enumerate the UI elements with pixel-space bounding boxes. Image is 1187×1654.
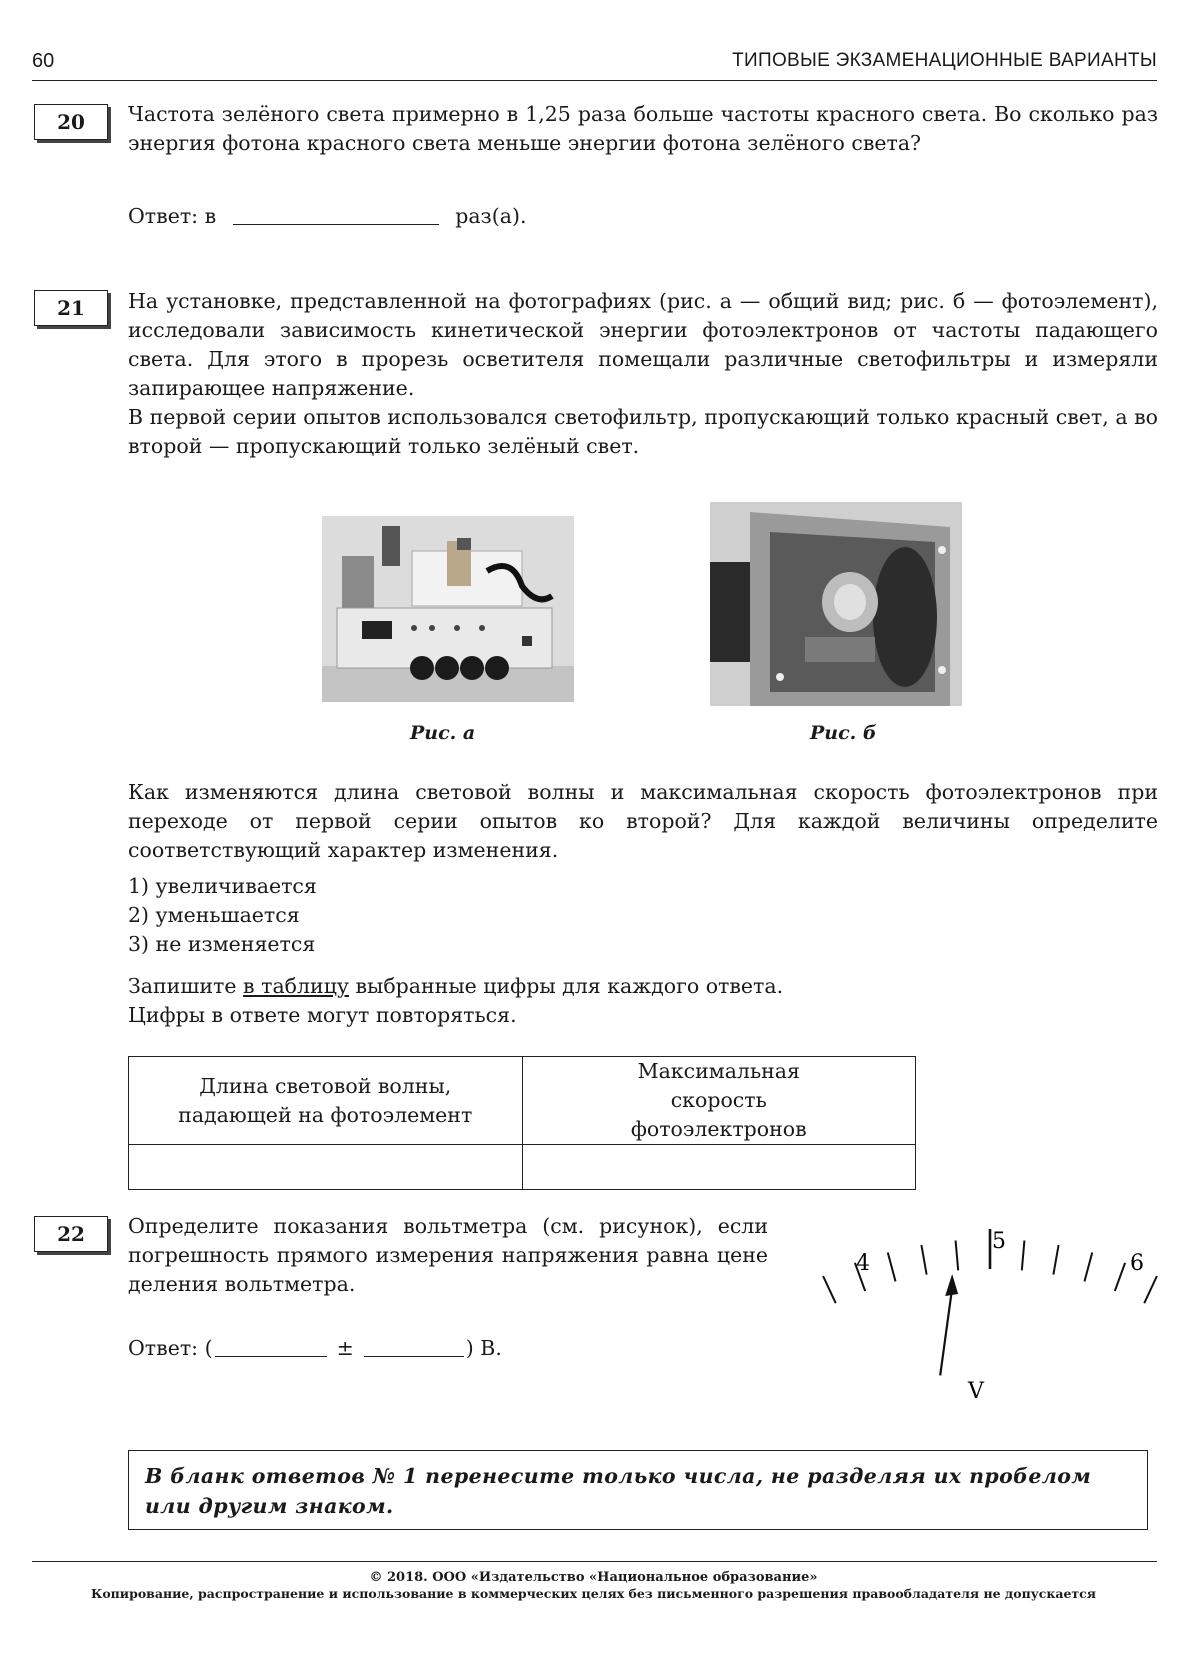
answer-suffix: ) В.	[465, 1336, 502, 1360]
scale-ticks	[820, 1229, 1160, 1318]
instruction-pre: Запишите	[128, 974, 244, 998]
scale-label-5: 5	[992, 1229, 1006, 1254]
photo-setup-overview	[322, 516, 574, 702]
photo-photocell-drawing	[710, 502, 962, 706]
caption-a: Рис. а	[410, 722, 476, 744]
question-21-intro: На установке, представленной на фотографиях (рис. а — общий вид; рис. б — фотоэлемент), исследовали зависимость кинетической энергии фотоэлектронов от частоты падающего света. Для этого в прорезь осветителя помещали различные светофильтры и измеряли запирающее напряжение.	[128, 289, 1158, 400]
table-header-speed	[522, 1057, 916, 1145]
footer-rule	[32, 1561, 1157, 1562]
question-21-text	[128, 287, 1158, 461]
answer-prefix: Ответ: (	[128, 1336, 213, 1360]
photo-photocell	[710, 502, 962, 706]
needle-shaft	[940, 1288, 952, 1375]
question-number-21: 21	[34, 290, 108, 326]
option-item: 2) уменьшается	[128, 903, 300, 927]
question-20-body: Частота зелёного света примерно в 1,25 раза больше частоты красного света. Во сколько раз энергия фотона красного света меньше энергии фотона зелёного света?	[128, 102, 1158, 155]
running-header: ТИПОВЫЕ ЭКЗАМЕНАЦИОННЫЕ ВАРИАНТЫ	[732, 50, 1157, 71]
answer-suffix: раз(а).	[455, 204, 527, 228]
scale-label-4: 4	[856, 1251, 870, 1276]
scale-tick	[921, 1245, 926, 1275]
scale-tick	[1022, 1241, 1025, 1271]
scale-tick	[956, 1241, 959, 1271]
voltmeter-needle	[940, 1274, 958, 1375]
scale-tick	[1084, 1252, 1092, 1281]
table-header-wavelength	[129, 1057, 523, 1145]
question-21-question	[128, 778, 1158, 865]
scale-label-6: 6	[1130, 1251, 1144, 1276]
question-22-answer	[128, 1336, 502, 1360]
instructions	[128, 972, 783, 1030]
question-20-text	[128, 100, 1158, 158]
answer-error-blank[interactable]	[364, 1336, 464, 1357]
voltmeter-scale	[820, 1214, 1160, 1410]
instruction-post: выбранные цифры для каждого ответа.	[348, 974, 784, 998]
answer-cell-speed[interactable]	[522, 1145, 916, 1190]
question-21-prompt: Как изменяются длина световой волны и максимальная скорость фотоэлектронов при переходе от первой серии опытов ко второй? Для каждой величины определите соответствующий характер изменения.	[128, 780, 1158, 862]
needle-arrowhead	[945, 1274, 958, 1296]
scale-tick	[1053, 1245, 1058, 1275]
instruction-line-1	[128, 972, 783, 1001]
options-list	[128, 872, 317, 959]
header-wavelength-text: Длина световой волны, падающей на фотоэлемент	[178, 1073, 473, 1127]
scale-tick	[1115, 1263, 1125, 1291]
question-number-20: 20	[34, 104, 108, 140]
answer-table	[128, 1056, 916, 1190]
answer-cell-wavelength[interactable]	[129, 1145, 523, 1190]
header-rule	[32, 80, 1157, 81]
question-20-answer	[128, 204, 526, 228]
option-item: 3) не изменяется	[128, 932, 316, 956]
page-number: 60	[32, 50, 55, 72]
scale-tick	[888, 1252, 896, 1281]
photo-setup-drawing	[322, 516, 574, 702]
option-item: 1) увеличивается	[128, 874, 317, 898]
question-22-text	[128, 1212, 768, 1299]
plus-minus: ±	[336, 1336, 354, 1360]
answer-prefix: Ответ: в	[128, 204, 217, 228]
answer-blank[interactable]	[233, 204, 439, 225]
question-number-22: 22	[34, 1216, 108, 1252]
caption-b: Рис. б	[810, 722, 877, 744]
scale-tick	[823, 1276, 836, 1303]
header-speed-text: Максимальная скорость фотоэлектронов	[630, 1059, 807, 1141]
footer-notice: Копирование, распространение и использование в коммерческих целях без письменного разрешения правообладателя не допускается	[90, 1586, 1097, 1601]
unit-label: V	[968, 1379, 984, 1404]
question-22-body: Определите показания вольтметра (см. рисунок), если погрешность прямого измерения напряжения равна цене деления вольтметра.	[128, 1214, 768, 1296]
answer-value-blank[interactable]	[215, 1336, 327, 1357]
footer-copyright: © 2018. ООО «Издательство «Национальное образование»	[369, 1570, 818, 1585]
table-link[interactable]: в таблицу	[243, 974, 349, 998]
instruction-line-2: Цифры в ответе могут повторяться.	[128, 1003, 517, 1027]
question-21-series: В первой серии опытов использовался светофильтр, пропускающий только красный свет, а во второй — пропускающий только зелёный свет.	[128, 405, 1158, 458]
scale-tick	[1144, 1276, 1157, 1303]
notice-box: В бланк ответов № 1 перенесите только числа, не разделяя их пробелом или другим знаком.	[128, 1450, 1148, 1530]
